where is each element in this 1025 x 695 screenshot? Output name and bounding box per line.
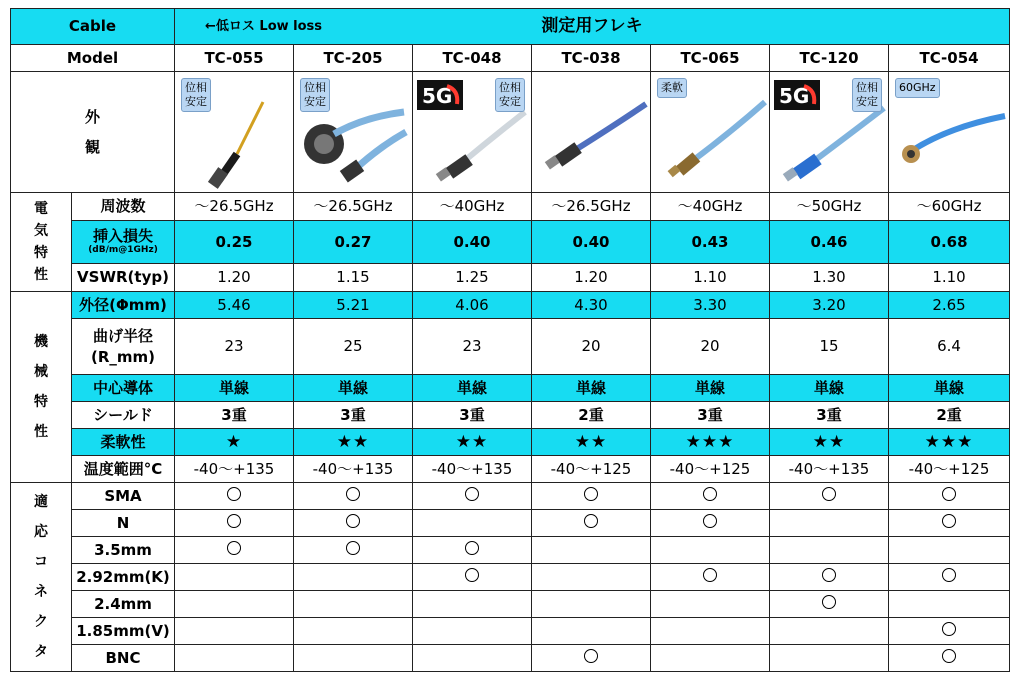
outer-diameter-value: 3.20 — [770, 292, 889, 319]
connector-row — [11, 510, 1010, 537]
vswr-value: 1.10 — [651, 264, 770, 292]
connector-value — [770, 510, 889, 537]
cable-image-cell — [413, 72, 532, 193]
model-row — [11, 45, 1010, 72]
feature-badge: 柔軟 — [657, 78, 687, 98]
connector-value — [651, 591, 770, 618]
connector-label: 2.4mm — [72, 591, 175, 618]
outer-diameter-value: 4.30 — [532, 292, 651, 319]
connector-label: 1.85mm(V) — [72, 618, 175, 645]
connector-value — [889, 483, 1010, 510]
temperature-value: -40〜+135 — [175, 456, 294, 483]
vswr-value: 1.25 — [413, 264, 532, 292]
connector-value — [294, 483, 413, 510]
supported-circle-icon — [942, 622, 956, 636]
connector-group: 適 応 コ ネ ク タ — [11, 483, 72, 672]
svg-text:5G: 5G — [422, 84, 453, 108]
center-conductor-value: 単線 — [770, 375, 889, 402]
flexibility-value — [294, 429, 413, 456]
model-cell: TC-120 — [770, 45, 889, 72]
supported-circle-icon — [584, 487, 598, 501]
page-title: 測定用フレキ — [541, 16, 643, 37]
frequency-value: 〜26.5GHz — [294, 193, 413, 221]
flexibility-label: 柔軟性 — [72, 429, 175, 456]
connector-value — [294, 618, 413, 645]
model-cell: TC-065 — [651, 45, 770, 72]
temperature-label: 温度範囲°C — [72, 456, 175, 483]
flexibility-value — [770, 429, 889, 456]
cable-image-cell — [532, 72, 651, 193]
bend-radius-value: 23 — [175, 319, 294, 375]
temperature-value: -40〜+135 — [770, 456, 889, 483]
vswr-value: 1.20 — [532, 264, 651, 292]
star-icon: ★★★ — [685, 431, 735, 452]
connector-value — [175, 537, 294, 564]
connector-value — [889, 537, 1010, 564]
connector-value — [413, 510, 532, 537]
appearance-char: 外 — [84, 108, 100, 126]
connector-value — [413, 564, 532, 591]
supported-circle-icon — [346, 541, 360, 555]
cable-header: Cable — [11, 9, 175, 45]
bend-radius-value: 25 — [294, 319, 413, 375]
connector-value — [532, 510, 651, 537]
connector-value — [651, 564, 770, 591]
supported-circle-icon — [227, 514, 241, 528]
supported-circle-icon — [227, 487, 241, 501]
insertion-loss-value: 0.46 — [770, 221, 889, 264]
connector-label: N — [72, 510, 175, 537]
connector-value — [651, 645, 770, 672]
flexibility-value — [889, 429, 1010, 456]
connector-value — [294, 645, 413, 672]
model-cell: TC-055 — [175, 45, 294, 72]
feature-badge: 位相 安定 — [495, 78, 525, 112]
connector-row — [11, 537, 1010, 564]
connector-value — [889, 645, 1010, 672]
center-conductor-value: 単線 — [413, 375, 532, 402]
connector-value — [175, 510, 294, 537]
temperature-value: -40〜+125 — [889, 456, 1010, 483]
connector-label: BNC — [72, 645, 175, 672]
connector-value — [413, 618, 532, 645]
model-cell: TC-054 — [889, 45, 1010, 72]
star-icon: ★★ — [812, 431, 846, 452]
connector-value — [175, 645, 294, 672]
connector-value — [175, 591, 294, 618]
model-cell: TC-048 — [413, 45, 532, 72]
vswr-label: VSWR(typ) — [72, 264, 175, 292]
bend-radius-row — [11, 319, 1010, 375]
cable-image-cell — [175, 72, 294, 193]
low-loss-note: ←低ロス Low loss — [205, 19, 323, 34]
frequency-label: 周波数 — [72, 193, 175, 221]
connector-value — [175, 564, 294, 591]
frequency-row — [11, 193, 1010, 221]
star-icon: ★ — [225, 431, 243, 452]
outer-diameter-label: 外径(Φmm) — [72, 292, 175, 319]
connector-value — [889, 591, 1010, 618]
outer-diameter-value: 4.06 — [413, 292, 532, 319]
svg-text:5G: 5G — [779, 84, 810, 108]
title-header — [175, 9, 1010, 45]
supported-circle-icon — [584, 649, 598, 663]
connector-value — [294, 591, 413, 618]
connector-value — [651, 483, 770, 510]
supported-circle-icon — [942, 649, 956, 663]
star-icon: ★★★ — [924, 431, 974, 452]
connector-value — [889, 618, 1010, 645]
shield-value: 3重 — [413, 402, 532, 429]
connector-value — [294, 537, 413, 564]
five-g-logo-icon — [417, 80, 463, 110]
cable-image-cell — [651, 72, 770, 193]
insertion-loss-value: 0.27 — [294, 221, 413, 264]
connector-value — [651, 618, 770, 645]
appearance-label — [11, 72, 175, 193]
supported-circle-icon — [822, 595, 836, 609]
center-conductor-value: 単線 — [889, 375, 1010, 402]
outer-diameter-value: 5.46 — [175, 292, 294, 319]
electrical-group: 電 気 特 性 — [11, 193, 72, 292]
flexibility-value — [532, 429, 651, 456]
frequency-value: 〜60GHz — [889, 193, 1010, 221]
insertion-loss-label: 挿入損失 (dB/m@1GHz) — [72, 221, 175, 264]
flexibility-value — [651, 429, 770, 456]
temperature-value: -40〜+135 — [413, 456, 532, 483]
supported-circle-icon — [942, 568, 956, 582]
insertion-loss-row — [11, 221, 1010, 264]
vswr-value: 1.10 — [889, 264, 1010, 292]
connector-value — [770, 537, 889, 564]
vswr-row — [11, 264, 1010, 292]
connector-value — [532, 645, 651, 672]
temperature-row — [11, 456, 1010, 483]
shield-value: 3重 — [175, 402, 294, 429]
supported-circle-icon — [942, 514, 956, 528]
flexibility-value — [413, 429, 532, 456]
cable-image-cell — [770, 72, 889, 193]
flexibility-value — [175, 429, 294, 456]
supported-circle-icon — [465, 568, 479, 582]
connector-value — [175, 483, 294, 510]
center-conductor-value: 単線 — [294, 375, 413, 402]
connector-value — [413, 645, 532, 672]
bend-radius-label: 曲げ半径 (R_mm) — [72, 319, 175, 375]
connector-value — [175, 618, 294, 645]
insertion-loss-value: 0.40 — [532, 221, 651, 264]
supported-circle-icon — [227, 541, 241, 555]
temperature-value: -40〜+135 — [294, 456, 413, 483]
connector-value — [294, 564, 413, 591]
connector-label: 3.5mm — [72, 537, 175, 564]
header-row — [11, 9, 1010, 45]
insertion-loss-value: 0.40 — [413, 221, 532, 264]
supported-circle-icon — [465, 541, 479, 555]
connector-row — [11, 591, 1010, 618]
feature-badge: 60GHz — [895, 78, 940, 98]
spec-table — [10, 8, 1010, 672]
shield-row — [11, 402, 1010, 429]
outer-diameter-value: 5.21 — [294, 292, 413, 319]
connector-row — [11, 645, 1010, 672]
supported-circle-icon — [822, 568, 836, 582]
star-icon: ★★ — [574, 431, 608, 452]
temperature-value: -40〜+125 — [651, 456, 770, 483]
connector-value — [770, 645, 889, 672]
connector-value — [532, 483, 651, 510]
feature-badge: 位相 安定 — [181, 78, 211, 112]
feature-badge: 位相 安定 — [852, 78, 882, 112]
connector-value — [413, 591, 532, 618]
mechanical-group: 機 械 特 性 — [11, 292, 72, 483]
vswr-value: 1.20 — [175, 264, 294, 292]
bend-radius-value: 6.4 — [889, 319, 1010, 375]
supported-circle-icon — [465, 487, 479, 501]
center-conductor-value: 単線 — [175, 375, 294, 402]
shield-value: 2重 — [889, 402, 1010, 429]
connector-value — [532, 591, 651, 618]
supported-circle-icon — [703, 568, 717, 582]
frequency-value: 〜50GHz — [770, 193, 889, 221]
model-cell: TC-205 — [294, 45, 413, 72]
center-conductor-row — [11, 375, 1010, 402]
connector-row — [11, 618, 1010, 645]
five-g-logo-icon — [774, 80, 820, 110]
model-label: Model — [11, 45, 175, 72]
connector-value — [532, 564, 651, 591]
model-cell: TC-038 — [532, 45, 651, 72]
shield-value: 3重 — [651, 402, 770, 429]
bend-radius-value: 23 — [413, 319, 532, 375]
connector-value — [532, 537, 651, 564]
cable-image-cell — [889, 72, 1010, 193]
supported-circle-icon — [942, 487, 956, 501]
vswr-value: 1.15 — [294, 264, 413, 292]
star-icon: ★★ — [455, 431, 489, 452]
connector-value — [770, 483, 889, 510]
connector-value — [770, 618, 889, 645]
center-conductor-label: 中心導体 — [72, 375, 175, 402]
connector-value — [889, 510, 1010, 537]
bend-radius-value: 15 — [770, 319, 889, 375]
connector-value — [770, 564, 889, 591]
shield-value: 2重 — [532, 402, 651, 429]
connector-value — [889, 564, 1010, 591]
connector-row — [11, 483, 1010, 510]
supported-circle-icon — [703, 514, 717, 528]
supported-circle-icon — [703, 487, 717, 501]
connector-value — [770, 591, 889, 618]
outer-diameter-value: 3.30 — [651, 292, 770, 319]
connector-value — [294, 510, 413, 537]
connector-label: 2.92mm(K) — [72, 564, 175, 591]
connector-value — [651, 510, 770, 537]
appearance-char: 観 — [84, 138, 100, 156]
connector-value — [413, 537, 532, 564]
connector-value — [532, 618, 651, 645]
outer-diameter-value: 2.65 — [889, 292, 1010, 319]
outer-diameter-row — [11, 292, 1010, 319]
star-icon: ★★ — [336, 431, 370, 452]
center-conductor-value: 単線 — [532, 375, 651, 402]
connector-value — [651, 537, 770, 564]
center-conductor-value: 単線 — [651, 375, 770, 402]
shield-value: 3重 — [294, 402, 413, 429]
shield-label: シールド — [72, 402, 175, 429]
bend-radius-value: 20 — [532, 319, 651, 375]
connector-label: SMA — [72, 483, 175, 510]
connector-value — [413, 483, 532, 510]
cable-photo-icon — [532, 72, 650, 192]
insertion-loss-value: 0.25 — [175, 221, 294, 264]
supported-circle-icon — [822, 487, 836, 501]
shield-value: 3重 — [770, 402, 889, 429]
supported-circle-icon — [584, 514, 598, 528]
connector-row — [11, 564, 1010, 591]
feature-badge: 位相 安定 — [300, 78, 330, 112]
frequency-value: 〜26.5GHz — [532, 193, 651, 221]
frequency-value: 〜40GHz — [413, 193, 532, 221]
frequency-value: 〜26.5GHz — [175, 193, 294, 221]
temperature-value: -40〜+125 — [532, 456, 651, 483]
supported-circle-icon — [346, 487, 360, 501]
supported-circle-icon — [346, 514, 360, 528]
bend-radius-value: 20 — [651, 319, 770, 375]
appearance-row — [11, 72, 1010, 193]
flexibility-row — [11, 429, 1010, 456]
frequency-value: 〜40GHz — [651, 193, 770, 221]
insertion-loss-value: 0.68 — [889, 221, 1010, 264]
vswr-value: 1.30 — [770, 264, 889, 292]
insertion-loss-value: 0.43 — [651, 221, 770, 264]
cable-image-cell — [294, 72, 413, 193]
